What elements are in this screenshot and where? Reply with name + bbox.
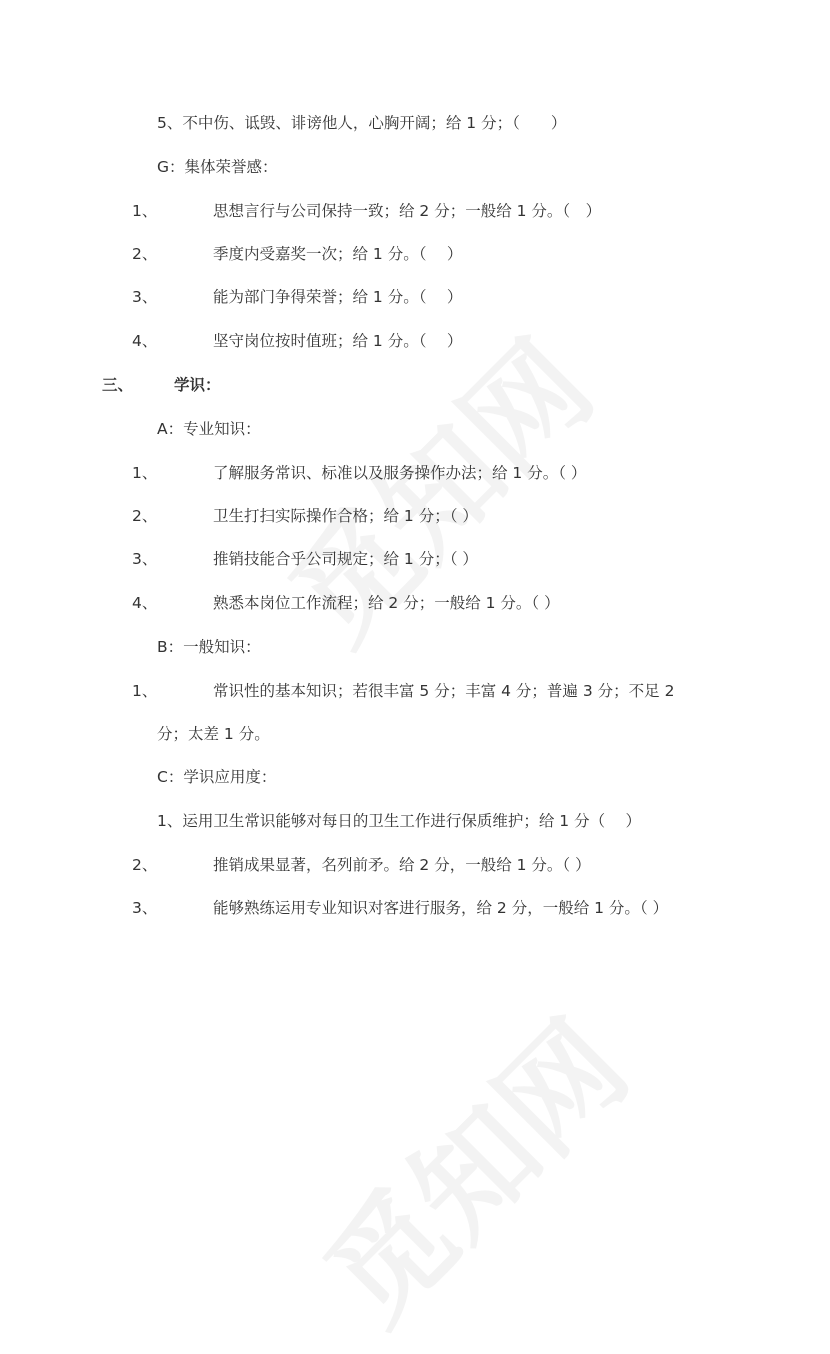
c1-text: 1、运用卫生常识能够对每日的卫生工作进行保质维护；给 1 分（ ） (157, 812, 642, 830)
a2-text: 卫生打扫实际操作合格；给 1 分；（ ） (213, 507, 478, 525)
c2-number: 2、 (132, 856, 158, 874)
g1-text: 思想言行与公司保持一致；给 2 分；一般给 1 分。（ ） (213, 202, 602, 220)
g3-number: 3、 (132, 288, 158, 306)
a4-text: 熟悉本岗位工作流程；给 2 分；一般给 1 分。（ ） (213, 594, 560, 612)
item-5-no-slander: 5、不中伤、诋毁、诽谤他人，心胸开阔；给 1 分；（ ） (157, 114, 567, 132)
a4-number: 4、 (132, 594, 158, 612)
b1-text-continued: 分；太差 1 分。 (157, 725, 270, 743)
g2-number: 2、 (132, 245, 158, 263)
a3-number: 3、 (132, 550, 158, 568)
c3-number: 3、 (132, 899, 158, 917)
section-a-heading: A：专业知识： (157, 420, 261, 438)
a1-text: 了解服务常识、标准以及服务操作办法；给 1 分。（ ） (213, 464, 587, 482)
section-g-heading: G：集体荣誉感： (157, 158, 278, 176)
g3-text: 能为部门争得荣誉；给 1 分。（ ） (213, 288, 463, 306)
c2-text: 推销成果显著，名列前矛。给 2 分，一般给 1 分。（ ） (213, 856, 591, 874)
watermark (247, 298, 623, 674)
g2-text: 季度内受嘉奖一次；给 1 分。（ ） (213, 245, 463, 263)
section-3-title: 学识： (174, 376, 221, 394)
b1-text: 常识性的基本知识；若很丰富 5 分；丰富 4 分；普遍 3 分；不足 2 (213, 682, 675, 700)
g4-number: 4、 (132, 332, 158, 350)
b1-number: 1、 (132, 682, 158, 700)
section-c-heading: C：学识应用度： (157, 768, 277, 786)
watermark-bottom (282, 978, 658, 1354)
g1-number: 1、 (132, 202, 158, 220)
c3-text: 能够熟练运用专业知识对客进行服务，给 2 分，一般给 1 分。（ ） (213, 899, 669, 917)
a3-text: 推销技能合乎公司规定；给 1 分；（ ） (213, 550, 478, 568)
a1-number: 1、 (132, 464, 158, 482)
section-b-heading: B：一般知识： (157, 638, 261, 656)
g4-text: 坚守岗位按时值班；给 1 分。（ ） (213, 332, 463, 350)
section-3-number: 三、 (102, 376, 134, 394)
a2-number: 2、 (132, 507, 158, 525)
